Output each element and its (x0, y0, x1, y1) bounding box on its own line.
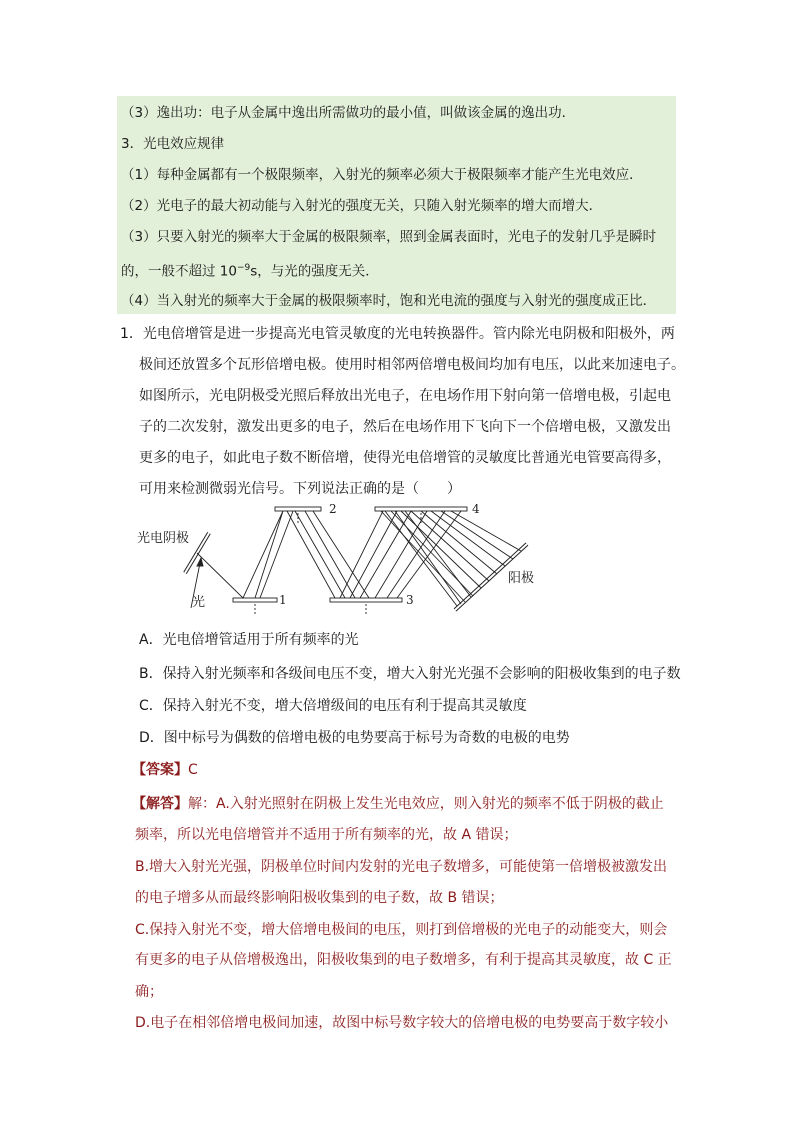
option-a: A．光电倍增管适用于所有频率的光 (139, 632, 359, 648)
analysis-line: B.增大入射光光强，阴极单位时间内发射的光电子数增多，可能使第一倍增极被激发出 (135, 859, 668, 875)
analysis-line: D.电子在相邻倍增电极间加速，故图中标号数字较大的倍增电极的电势要高于数字较小 (135, 1015, 669, 1031)
dynode-label: 2 (329, 502, 337, 516)
dynode-label: 3 (406, 593, 414, 607)
photomultiplier-figure (135, 500, 545, 615)
box-line: 3．光电效应规律 (121, 136, 225, 152)
dynode-label: 1 (279, 593, 287, 607)
analysis-line: 有更多的电子从倍增极逸出，阳极收集到的电子数增多，有利于提高其灵敏度，故 C 正 (135, 952, 672, 968)
analysis-line: 的电子增多从而最终影响阳极收集到的电子数，故 B 错误； (135, 890, 504, 906)
box-line: （3）逸出功：电子从金属中逸出所需做功的最小值，叫做该金属的逸出功． (121, 105, 576, 121)
analysis-line: 频率，所以光电倍增管并不适用于所有频率的光，故 A 错误； (135, 827, 518, 843)
light-label: 光 (192, 595, 206, 610)
question-line: 子的二次发射，激发出更多的电子，然后在电场作用下飞向下一个倍增电极，又激发出 (139, 419, 671, 435)
question-line: 极间还放置多个瓦形倍增电极。使用时相邻两倍增电极间均加有电压，以此来加速电子。 (139, 357, 685, 373)
exponent: −9 (236, 263, 251, 273)
box-line: （2）光电子的最大初动能与入射光的强度无关，只随入射光频率的增大而增大． (121, 198, 603, 214)
box-line: （3）只要入射光的频率大于金属的极限频率，照到金属表面时，光电子的发射几乎是瞬时 (121, 229, 657, 245)
box-line-text: 的，一般不超过 10 (121, 263, 237, 280)
question-line: 可用来检测微弱光信号。下列说法正确的是（ ） (139, 481, 461, 497)
anode-label: 阳极 (508, 571, 535, 586)
question-line: 1．光电倍增管是进一步提高光电管灵敏度的光电转换器件。管内除光电阴极和阳极外，两 (120, 326, 675, 342)
answer-value: C (188, 762, 198, 778)
analysis-line (132, 795, 664, 813)
box-line (121, 259, 379, 281)
answer-line (132, 761, 198, 779)
box-line: （4）当入射光的频率大于金属的极限频率时，饱和光电流的强度与入射光的强度成正比． (121, 293, 657, 309)
box-line: （1）每种金属都有一个极限频率，入射光的频率必须大于极限频率才能产生光电效应． (121, 167, 643, 183)
question-line: 如图所示，光电阴极受光照后释放出光电子，在电场作用下射向第一倍增电极，引起电 (139, 388, 671, 404)
analysis-line: C.保持入射光不变，增大倍增电极间的电压，则打到倍增极的光电子的动能变大，则会 (135, 922, 668, 938)
option-d: D．图中标号为偶数的倍增电极的电势要高于标号为奇数的电极的电势 (139, 730, 570, 746)
question-line: 更多的电子，如此电子数不断倍增，使得光电倍增管的灵敏度比普通光电管要高得多， (139, 450, 671, 466)
analysis-label: 【解答】 (132, 796, 188, 812)
answer-label: 【答案】 (132, 762, 188, 778)
analysis-text: 解：A.入射光照射在阴极上发生光电效应，则入射光的频率不低于阴极的截止 (188, 796, 664, 812)
dynode-label: 4 (472, 502, 480, 516)
cathode-label: 光电阴极 (137, 531, 190, 546)
option-b: B．保持入射光频率和各级间电压不变，增大入射光光强不会影响的阳极收集到的电子数 (139, 666, 681, 682)
box-line-text: s，与光的强度无关． (250, 263, 379, 280)
analysis-line: 确； (135, 984, 163, 1000)
option-c: C．保持入射光不变，增大倍增级间的电压有利于提高其灵敏度 (139, 698, 527, 714)
